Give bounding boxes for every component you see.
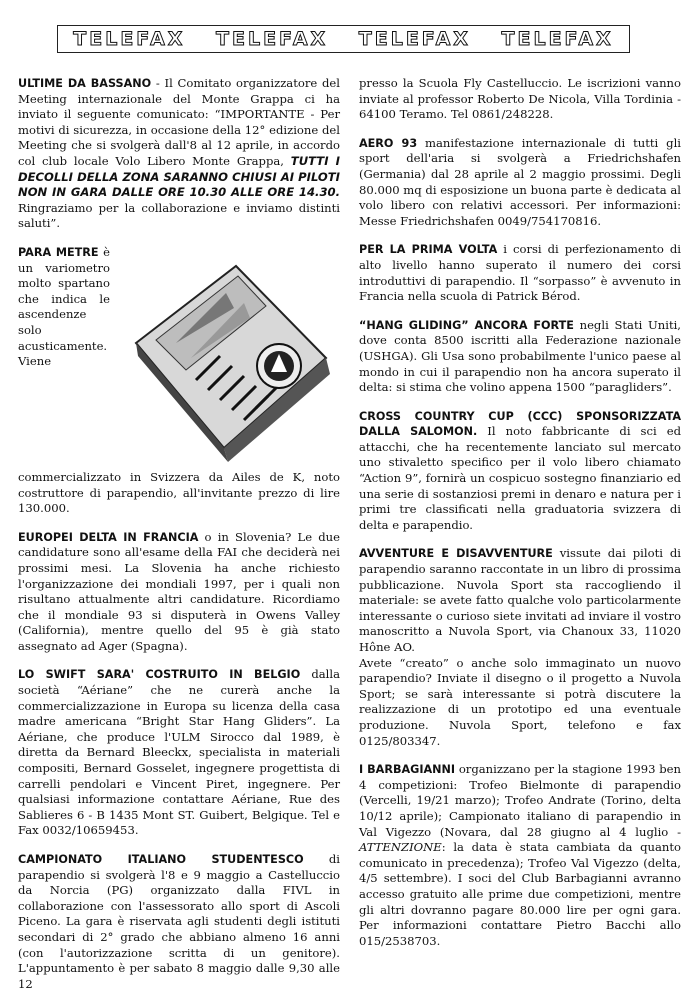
- left-column: [18, 76, 340, 1005]
- headline: “HANG GLIDING” ANCORA FORTE: [359, 318, 574, 332]
- headline: AERO 93: [359, 136, 418, 150]
- article-avventure: [359, 546, 681, 655]
- body-text: vissute dai piloti di parapendio saranno raccontate in un libro di prossima pubblicazione. Nuvola Sport sta raccogliendo il materiale: se avete fatto qualche volo particolarmente interessante o curioso siete invitati ad inviare il vostro manoscritto a Nuvola Sport, via Chanoux 33, 11020 Hône AO.: [359, 546, 682, 654]
- banner-word: TELEFAX: [73, 28, 186, 50]
- headline: EUROPEI DELTA IN FRANCIA: [18, 530, 199, 544]
- headline: CAMPIONATO ITALIANO STUDENTESCO: [18, 853, 304, 866]
- headline: PARA METRE: [18, 245, 99, 259]
- body-text: Il noto fabbricante di sci ed attacchi, che ha recentemente lanciato sul mercato uno stivaletto specifico per il volo libero chiamato “Action 9”, fornirà un cospicuo sostegno finanziario ed una serie di sostanziosi premi in denaro e natura per i primi tre classificati nella graduatoria svizzera di delta e parapendio.: [359, 424, 681, 532]
- article-prima-volta: [359, 242, 681, 304]
- body-text: di parapendio si svolgerà l'8 e 9 maggio a Castelluccio da Norcia (PG) organizzato dalla FIVL in collaborazione con l'assessorato allo sport di Ascoli Piceno. La gara è riservata agli studenti degli istituti secondari di 2° grado che abbiano almeno 16 anni (con l'autorizzazione scritta di un genitore). L'appuntamento è per sabato 8 maggio dalle 9,30 alle 12: [18, 852, 340, 991]
- right-column: [359, 76, 681, 962]
- body-text: i corsi di perfezionamento di alto livello hanno superato il numero dei corsi introduttivi di parapendio. Il “sorpasso” è avvenuto in Francia nella scuola di Patrick Bérod.: [359, 242, 681, 304]
- body-text: manifestazione internazionale di tutti gli sport dell'aria si svolgerà a Friedrichshafen (Germania) dal 28 aprile al 2 maggio prossimi. Degli 80.000 mq di esposizione un buona parte è dedicata al volo libero con relativi accessori. Per informazioni: Messe Friedrichshafen 0049/754170816.: [359, 135, 681, 228]
- article-bassano: [18, 76, 340, 232]
- body-text: è un variometro molto spartano che indica le ascendenze solo acusticamente. Viene commercializzato in Svizzera da Ailes de K, noto costruttore di parapendio, all'invitante prezzo di lire 130.000.: [18, 244, 340, 516]
- headline: I BARBAGIANNI: [359, 763, 456, 777]
- body-text: o in Slovenia? Le due candidature sono all'esame della FAI che deciderà nei prossimi mesi. La Slovenia ha anche richiesto l'organizzazione dei mondiali 1997, per i quali non risultano attualmente altri candidature. Ricordiamo che il mondiale 93 si disputerà in Owens Valley (California), mentre quello del 95 è già stato assegnato ad Ager (Spagna).: [18, 529, 340, 653]
- variometer-photo: [116, 248, 340, 466]
- article-hang-gliding: [359, 318, 681, 396]
- article-aero93: [359, 136, 681, 230]
- banner-word: TELEFAX: [216, 28, 329, 50]
- article-campionato: [18, 852, 340, 992]
- body-text: Avete “creato” o anche solo immaginato un nuovo parapendio? Inviate il disegno o il progetto a Nuvola Sport; se sarà interessante si potrà discutere la realizzazione di un prototipo ed una eventuale produzione. Nuvola Sport, telefono e fax 0125/803347.: [359, 655, 681, 748]
- body-text: Ringraziamo per la collaborazione e inviamo distinti saluti”.: [18, 200, 340, 231]
- headline: AVVENTURE E DISAVVENTURE: [359, 547, 553, 561]
- body-text: organizzano per la stagione 1993 ben 4 competizioni: Trofeo Bielmonte di parapendio (Vercelli, 19/21 marzo); Trofeo Andrate (Torino, delta 10/12 aprile); Campionato italiano di parapendio in Val Vigezzo (Novara, dal 28 giugno al 4 luglio -: [359, 762, 681, 839]
- article-para-metre: [18, 245, 340, 517]
- banner-word: TELEFAX: [501, 28, 614, 50]
- banner-word: TELEFAX: [358, 28, 471, 50]
- body-text: : la data è stata cambiata da quanto comunicato in precedenza); Trofeo Val Vigezzo (delta, 4/5 settembre). I soci del Club Barbagianni avranno accesso gratuito alle prime due competizioni, mentre gli altri dovranno pagare 80.000 lire per ogni gara. Per informazioni contattare Pietro Bacchi allo 015/2538703.: [359, 840, 681, 948]
- variometer-image: [116, 248, 340, 466]
- headline: PER LA PRIMA VOLTA: [359, 243, 498, 257]
- body-text: - Il Comitato organizzatore del Meeting internazionale del Monte Grappa ci ha inviato il seguente comunicato: “IMPORTANTE - Per motivi di sicurezza, in occasione della 12° edizione del Meeting che si svolgerà dall'8 al 12 aprile, in accordo col club locale Volo Libero Monte Grappa,: [18, 76, 340, 168]
- telefax-banner: [57, 25, 630, 53]
- emphasis-text: ATTENZIONE: [359, 840, 442, 855]
- emphasis-text: TUTTI I DECOLLI DELLA ZONA SARANNO CHIUSI AI PILOTI NON IN GARA DALLE ORE 10.30 ALLE ORE 14.30.: [18, 153, 340, 200]
- article-campionato-cont: [359, 76, 681, 123]
- headline: CROSS COUNTRY CUP (CCC) SPONSORIZZATA DALLA SALOMON.: [359, 409, 681, 439]
- article-ccc: [359, 409, 681, 534]
- body-text: dalla società “Aériane” che ne curerà anche la commercializzazione in Europa su licenza della casa madre americana “Bright Star Hang Gliders”. La Aériane, che produce l'ULM Sirocco dal 1989, è diretta da Bernard Bleeckx, specialista in materiali compositi, Bernard Gosselet, ingegnere progettista di carrelli pendolari e Vincent Piret, ingegnere. Per qualsiasi informazione contattare Aériane, Rue des Sablieres 6 - B 1435 Mont ST. Guibert, Belgique. Tel e Fax 0032/10659453.: [18, 667, 340, 838]
- headline: LO SWIFT SARA' COSTRUITO IN BELGIO: [18, 668, 301, 682]
- headline: ULTIME DA BASSANO: [18, 77, 152, 90]
- article-europei: [18, 530, 340, 655]
- body-text: negli Stati Uniti, dove conta 8500 iscritti alla Federazione nazionale (USHGA). Gli Usa sono probabilmente l'unico paese al mondo in cui il parapendio non ha ancora superato il delta: si stima che volino appena 1500 “paragliders”.: [359, 317, 681, 395]
- article-swift: [18, 667, 340, 839]
- body-text: presso la Scuola Fly Castelluccio. Le iscrizioni vanno inviate al professor Roberto De Nicola, Villa Tordinia - 64100 Teramo. Tel 0861/248228.: [359, 76, 681, 122]
- article-avventure-2: [359, 656, 681, 750]
- article-barbagianni: [359, 762, 681, 949]
